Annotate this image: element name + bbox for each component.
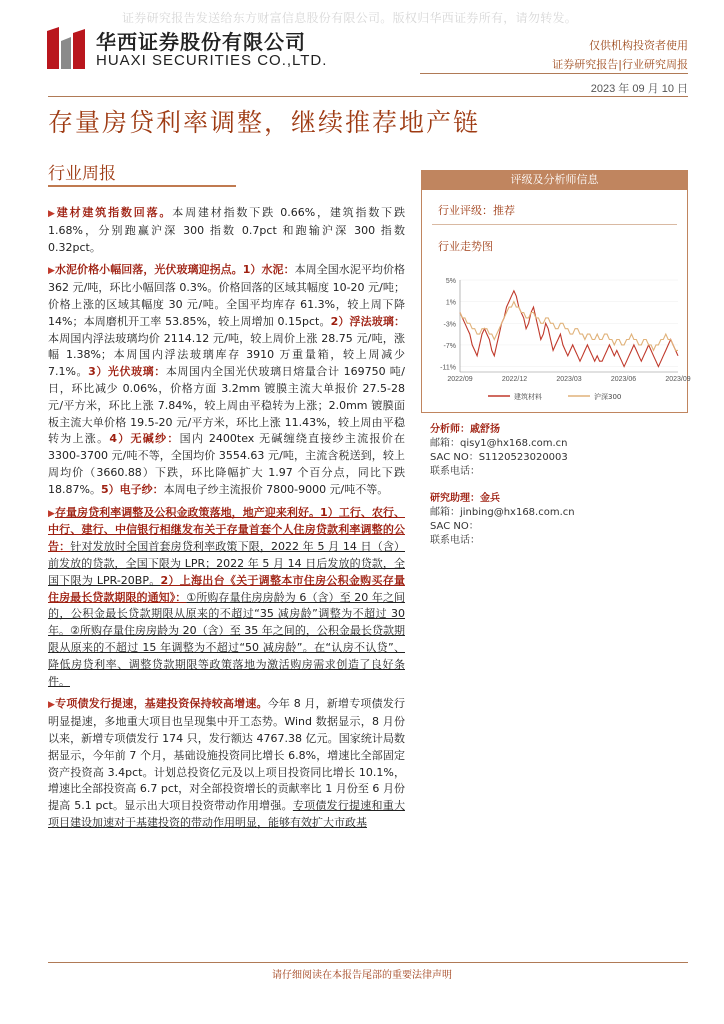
y-tick-label: 1% — [445, 299, 456, 307]
company-name-cn: 华西证券股份有限公司 — [96, 30, 306, 54]
subheading: 5）电子纱： — [100, 482, 164, 496]
paragraph-text: 专项债发行提速和重大项目建设加速对于基建投资的带动作用明显，能够有效扩大市政基 — [48, 799, 405, 829]
legend-label: 建筑材料 — [514, 393, 542, 401]
analyst-name: 戚舒扬 — [470, 424, 500, 435]
trend-chart — [428, 274, 691, 410]
analyst-phone: 联系电话： — [430, 466, 480, 477]
trend-chart-label: 行业走势图 — [438, 240, 493, 253]
x-tick-label: 2022/09 — [447, 376, 473, 383]
assistant-phone: 联系电话： — [430, 535, 480, 546]
paragraph-bonds — [48, 696, 405, 831]
y-tick-label: 5% — [445, 278, 456, 285]
paragraph-materials — [48, 262, 405, 498]
y-tick-label: -11% — [440, 364, 456, 372]
paragraph-text: 本周全国水泥平均价格 362 元/吨，环比小幅回落 0.3%。价格回落的区域其幅度 10-20 元/吨；价格上涨的区域其幅度 30 元/吨。全国平均库存 61.3%，较上周下降 14%；本周磨机开工率 53.85%，较上周增加 0.15pct。 — [48, 263, 406, 328]
paragraph-text: 针对发放时全国首套房贷利率政策下限，2022 年 5 月 14 日（含）前发放的贷款，全国下限为 LPR；2022 年 5 月 14 日后发放的贷款，全国下限为 LPR-20BP。 — [48, 540, 405, 587]
subheading: 4）无碱纱： — [109, 432, 180, 446]
paragraph-heading: 存量房贷利率调整及公积金政策落地，地产迎来利好。1）工行、农行、中行、建行、中信银行相继发布关于存量首套个人住房贷款利率调整的公告： — [48, 505, 405, 554]
paragraph-heading: 建材建筑指数回落。 — [56, 206, 173, 219]
paragraph-text: ①所购存量住房房龄为 6（含）至 20 年之间的，公积金最长贷款期限从原来的不超过“35 减房龄”调整为不超过 30 年。②所购存量住房房龄为 20（含）至 35 年之间的，公积金最长贷款期限从原来的不超过 15 年调整为不超过“50 减房龄”。在“认房不认贷”、降低房贷利率、调整贷款期限等政策落地为激活购房需求创造了良好条件。 — [48, 590, 405, 688]
assistant-block — [430, 492, 575, 548]
analyst-info — [430, 423, 575, 561]
rating-panel — [421, 170, 691, 413]
analyst-label: 分析师： — [430, 424, 470, 435]
x-tick-label: 2023/03 — [556, 376, 582, 383]
analyst-sac: SAC NO：S1120523020003 — [430, 452, 568, 463]
audience-tag: 仅供机构投资者使用 — [589, 39, 688, 52]
y-tick-label: -7% — [443, 342, 456, 350]
x-tick-label: 2023/09 — [665, 376, 691, 383]
bullet-arrow-icon: ▶ — [48, 209, 57, 219]
bullet-arrow-icon: ▶ — [48, 508, 55, 519]
subheading: 2）浮法玻璃： — [330, 314, 405, 328]
divider — [420, 73, 688, 74]
section-label: 行业周报 — [48, 164, 116, 184]
paragraph-heading: 水泥价格小幅回落，光伏玻璃迎拐点。 — [54, 263, 243, 277]
paragraph-text: 本周国内全国光伏玻璃日熔量合计 169750 吨/日，环比减少 0.06%，价格方面 3.2mm 镀膜主流大单报价 27.5-28 元/平方米，环比上涨 7.84%，较上周由平稳转为上涨；2.0mm 镀膜面板主流大单价格 19.5-20 元/平方米，环比上涨 11.43%，较上周由平稳转为上涨。 — [48, 365, 405, 446]
y-tick-label: -3% — [443, 321, 456, 329]
divider — [48, 185, 236, 187]
subheading: 1）水泥： — [242, 263, 295, 277]
legal-notice: 请仔细阅读在本报告尾部的重要法律声明 — [272, 970, 452, 981]
panel-header: 评级及分析师信息 — [421, 170, 688, 190]
divider — [48, 96, 688, 97]
paragraph-policy — [48, 505, 405, 691]
report-body — [48, 205, 405, 838]
subheading: 3）光伏玻璃： — [88, 365, 166, 379]
paragraph-text: 本周电子纱主流报价 7800-9000 元/吨不等。 — [163, 482, 389, 496]
report-title: 存量房贷利率调整，继续推荐地产链 — [48, 108, 481, 137]
paragraph-text: 国内 2400tex 无碱缠绕直接纱主流报价在 3300-3700 元/吨不等，全国均价 3554.63 元/吨，主流含税送到，较上周均价（3660.88）下跌，环比降幅扩大 1.97 个百分点，同比下跌 18.87%。 — [48, 432, 406, 496]
huaxi-logo-icon — [45, 27, 87, 69]
divider — [48, 962, 688, 963]
watermark-text: 证券研究报告发送给东方财富信息股份有限公司。版权归华西证券所有，请勿转发。 — [122, 11, 578, 25]
paragraph-text: 本周建材指数下跌 0.66%，建筑指数下跌 1.68%，分别跑赢沪深 300 指数 0.7pct 和跑输沪深 300 指数 0.32pct。 — [48, 206, 406, 254]
x-tick-label: 2022/12 — [501, 376, 528, 383]
paragraph-text: 本周国内浮法玻璃均价 2114.12 元/吨，较上周价上涨 28.75 元/吨，涨幅 1.38%；本周国内浮法玻璃库存 3910 万重量箱，较上周减少 7.1%。 — [48, 331, 405, 379]
industry-rating: 行业评级：推荐 — [438, 204, 515, 217]
analyst-email: 邮箱：qisy1@hx168.com.cn — [430, 438, 568, 449]
series-line — [460, 302, 678, 351]
divider — [432, 224, 677, 225]
assistant-label: 研究助理： — [430, 493, 480, 504]
assistant-name: 金兵 — [480, 493, 500, 504]
x-tick-label: 2023/06 — [610, 376, 637, 383]
report-type-tag: 证券研究报告|行业研究周报 — [552, 58, 688, 71]
company-name-en: HUAXI SECURITIES CO.,LTD. — [96, 52, 328, 69]
analyst-block — [430, 423, 575, 479]
paragraph-index — [48, 205, 405, 256]
panel-body — [421, 190, 691, 413]
series-line — [460, 291, 678, 367]
subheading: 2）上海出台《关于调整本市住房公积金购买存量住房最长贷款期限的通知》： — [48, 573, 405, 604]
paragraph-text: 今年 8 月，新增专项债发行明显提速，多地重大项目也呈现集中开工态势。Wind 数据显示，8 月份以来，新增专项债发行 174 只，发行额达 4767.38 亿元。国家统计局数据显示，今年前 7 个月，基础设施投资同比增长 6.8%，增速比全部固定资产投资高 3.4pct。计划总投资亿元及以上项目投资同比增长 10.1%，增速比全部投资高 6.7 pct，对全部投资增长的贡献率比 1 月份至 6 月份提高 5.1 pct。显示出大项目投资带动作用增强。 — [48, 697, 406, 813]
assistant-email: 邮箱：jinbing@hx168.com.cn — [430, 507, 575, 518]
report-date: 2023 年 09 月 10 日 — [590, 83, 688, 95]
bullet-arrow-icon: ▶ — [48, 266, 55, 277]
assistant-sac: SAC NO： — [430, 521, 479, 532]
legend-label: 沪深300 — [594, 393, 622, 401]
bullet-arrow-icon: ▶ — [48, 700, 56, 711]
paragraph-heading: 专项债发行提速，基建投资保持较高增速。 — [55, 697, 268, 711]
